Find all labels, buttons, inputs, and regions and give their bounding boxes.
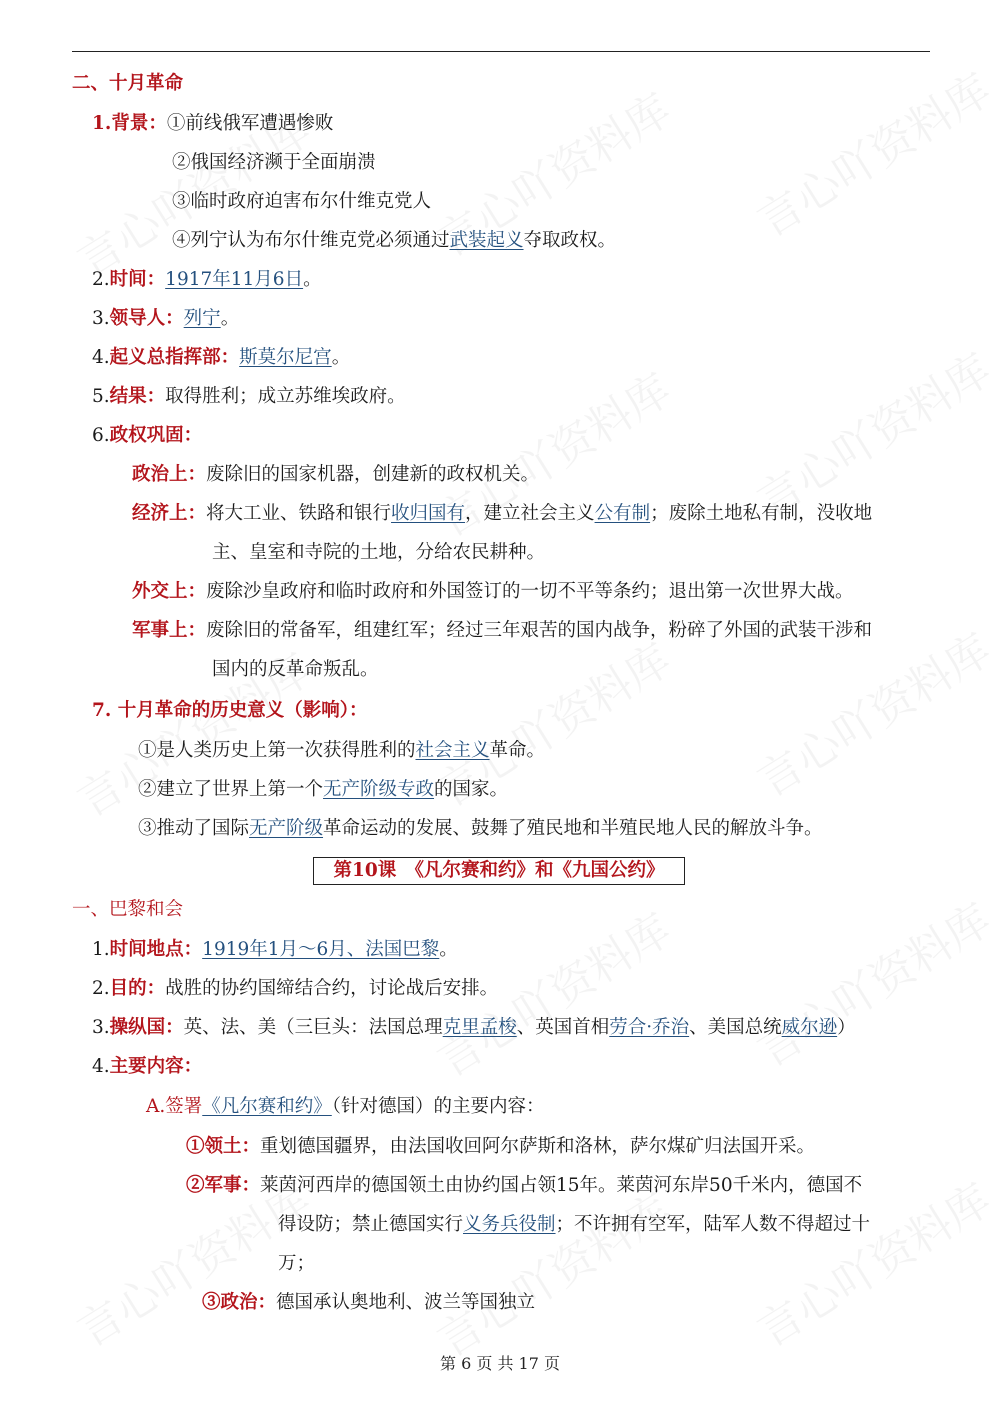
significance-item-1: [138, 737, 545, 765]
economic-label: 经济上：: [132, 503, 207, 524]
versailles-line: [146, 1093, 545, 1121]
politics-line: [202, 1289, 535, 1317]
time-place-label: 时间地点：: [109, 939, 203, 960]
time-place-line: [92, 936, 458, 964]
leader-label: 领导人：: [109, 308, 184, 329]
military-clause-label: ②军事：: [186, 1175, 261, 1196]
diplomatic-line: [132, 578, 854, 606]
text: ）: [837, 1017, 856, 1038]
text: 的国家。: [434, 779, 509, 800]
text: 将大工业、铁路和银行: [206, 503, 392, 524]
purpose-text: 战胜的协约国缔结合约，讨论战后安排。: [165, 978, 499, 999]
page-footer: 第 6 页 共 17 页: [440, 1354, 560, 1373]
text: 、英国首相: [516, 1017, 610, 1038]
background-line-1: [92, 110, 333, 138]
military-clause-line-2: [278, 1211, 870, 1239]
result-line: [92, 383, 406, 411]
watermark: [743, 885, 1000, 1079]
text: ④列宁认为布尔什维克党必须通过: [172, 230, 450, 251]
text: ②建立了世界上第一个: [138, 779, 324, 800]
military-line: [132, 617, 872, 645]
military-line-2: 国内的反革命叛乱。: [212, 659, 379, 680]
consolidation-line: [92, 422, 202, 450]
significance-item-2: [138, 776, 508, 804]
purpose-label: 目的：: [109, 978, 166, 999]
territory-line: [186, 1133, 815, 1161]
military-clause-line-3: 万；: [278, 1253, 316, 1274]
item-number: 2.: [92, 978, 110, 999]
controllers-line: [92, 1014, 856, 1042]
key-term-proletariat: 无产阶级: [249, 818, 324, 839]
text: ；废除土地私有制，没收地: [650, 503, 873, 524]
significance-heading: 7. 十月革命的历史意义（影响）：: [92, 700, 368, 721]
text: 得设防；禁止德国实行: [278, 1214, 464, 1235]
text: 夺取政权。: [523, 230, 617, 251]
item-number: 5.: [92, 386, 110, 407]
background-label: 1.背景：: [92, 113, 167, 134]
political-line: [132, 461, 539, 489]
territory-label: ①领土：: [186, 1136, 261, 1157]
key-term-armed-uprising: 武装起义: [449, 230, 524, 251]
text: 革命运动的发展、鼓舞了殖民地和半殖民地人民的解放斗争。: [323, 818, 823, 839]
content-line: [92, 1053, 202, 1081]
key-term-proletarian-dictatorship: 无产阶级专政: [323, 779, 435, 800]
political-text: 废除旧的国家机器，创建新的政权机关。: [206, 464, 540, 485]
military-text: 废除旧的常备军，组建红军；经过三年艰苦的国内战争，粉碎了外国的武装干涉和: [206, 620, 873, 641]
text: 。: [303, 269, 322, 290]
key-term-nationalize: 收归国有: [391, 503, 466, 524]
text: 。: [220, 308, 240, 329]
text: 。: [439, 939, 458, 960]
key-term-date: 1917年11月6日: [165, 269, 304, 290]
economic-line-2: 主、皇室和寺院的土地，分给农民耕种。: [212, 542, 546, 563]
key-term-lloyd-george: 劳合·乔治: [609, 1017, 690, 1038]
significance-item-3: [138, 815, 823, 843]
key-term-conscription: 义务兵役制: [463, 1214, 556, 1235]
key-term-lenin: 列宁: [183, 308, 221, 329]
item-number: 3.: [92, 308, 110, 329]
key-term-versailles: 《凡尔赛和约》: [202, 1096, 332, 1117]
watermark: [743, 55, 1000, 249]
military-clause-line: [186, 1172, 862, 1200]
item-number: 4.: [92, 347, 110, 368]
background-item-1: ①前线俄军遭遇惨败: [166, 113, 334, 134]
text: ，建立社会主义: [465, 503, 595, 524]
hq-line: [92, 344, 350, 372]
purpose-line: [92, 975, 498, 1003]
military-clause-text: 莱茵河西岸的德国领土由协约国占领15年。莱茵河东岸50千米内，德国不: [260, 1175, 863, 1196]
section-heading-october-revolution: 二、十月革命: [72, 73, 184, 94]
key-term-public-ownership: 公有制: [594, 503, 651, 524]
controllers-label: 操纵国：: [109, 1017, 184, 1038]
economic-line: [132, 500, 872, 528]
key-term-clemenceau: 克里孟梭: [442, 1017, 517, 1038]
text: 、美国总统: [689, 1017, 782, 1038]
time-line: [92, 266, 322, 294]
section-heading-paris-conference: 一、巴黎和会: [72, 899, 184, 920]
key-term-time-place: 1919年1月～6月、法国巴黎: [202, 939, 440, 960]
leader-line: [92, 305, 239, 333]
text: 革命。: [489, 740, 546, 761]
header-rule: [72, 51, 930, 52]
background-item-2: ②俄国经济濒于全面崩溃: [172, 152, 376, 173]
item-number: 3.: [92, 1017, 110, 1038]
background-item-4: [172, 227, 616, 255]
key-term-socialism: 社会主义: [415, 740, 490, 761]
politics-label: ③政治：: [202, 1292, 277, 1313]
politics-text: 德国承认奥地利、波兰等国独立: [276, 1292, 536, 1313]
background-item-3: ③临时政府迫害布尔什维克党人: [172, 191, 432, 212]
diplomatic-text: 废除沙皇政府和临时政府和外国签订的一切不平等条约；退出第一次世界大战。: [206, 581, 854, 602]
item-number: 2.: [92, 269, 110, 290]
consolidation-label: 政权巩固：: [109, 425, 203, 446]
text: 。: [331, 347, 351, 368]
text: ③推动了国际: [138, 818, 250, 839]
lesson-title-box: 第10课 《凡尔赛和约》和《九国公约》: [313, 857, 685, 885]
item-number: 6.: [92, 425, 110, 446]
item-number: 1.: [92, 939, 110, 960]
time-label: 时间：: [109, 269, 166, 290]
text: ①是人类历史上第一次获得胜利的: [138, 740, 416, 761]
territory-text: 重划德国疆界，由法国收回阿尔萨斯和洛林，萨尔煤矿归法国开采。: [260, 1136, 816, 1157]
text: ；不许拥有空军，陆军人数不得超过十: [555, 1214, 871, 1235]
key-term-smolny: 斯莫尔尼宫: [239, 347, 332, 368]
text: 英、法、美（三巨头：法国总理: [183, 1017, 443, 1038]
text: （针对德国）的主要内容：: [331, 1096, 545, 1117]
result-text: 取得胜利；成立苏维埃政府。: [165, 386, 406, 407]
content-label: 主要内容：: [109, 1056, 203, 1077]
hq-label: 起义总指挥部：: [109, 347, 240, 368]
result-label: 结果：: [109, 386, 166, 407]
text: A.签署: [146, 1096, 203, 1117]
military-label: 军事上：: [132, 620, 207, 641]
key-term-wilson: 威尔逊: [781, 1017, 838, 1038]
diplomatic-label: 外交上：: [132, 581, 207, 602]
item-number: 4.: [92, 1056, 110, 1077]
watermark: [423, 1175, 681, 1369]
political-label: 政治上：: [132, 464, 207, 485]
